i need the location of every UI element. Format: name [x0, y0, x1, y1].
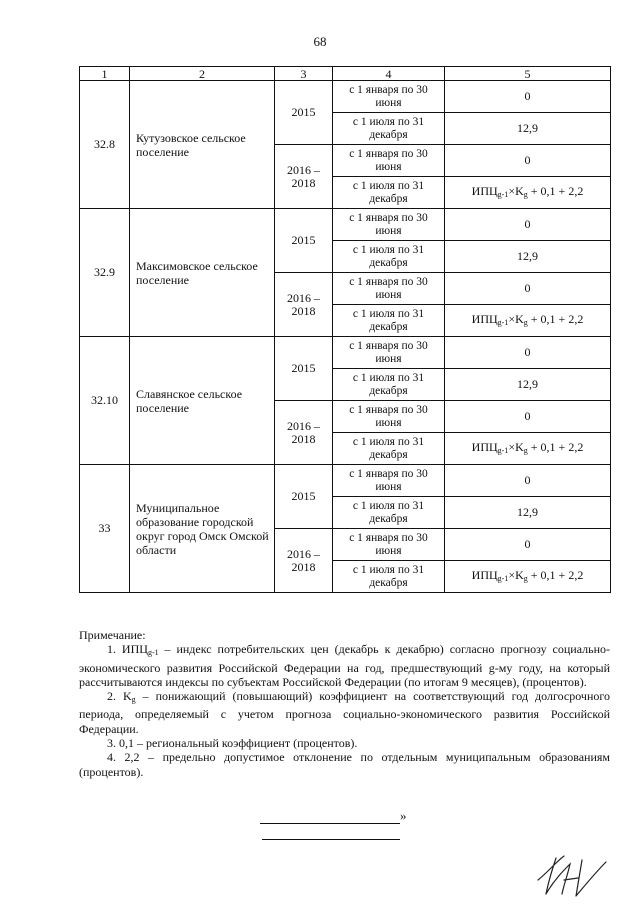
column-header: 1: [80, 67, 130, 81]
years-cell: 2015: [275, 465, 333, 529]
period-cell: с 1 июля по 31 декабря: [333, 497, 445, 529]
note-item: [79, 642, 610, 689]
period-cell: с 1 января по 30 июня: [333, 145, 445, 177]
years-cell: 2016 – 2018: [275, 529, 333, 593]
value-cell: 0: [445, 81, 611, 113]
formula-tail: + 0,1 + 2,2: [527, 567, 584, 582]
column-header: 4: [333, 67, 445, 81]
value-cell: 0: [445, 529, 611, 561]
period-cell: с 1 июля по 31 декабря: [333, 241, 445, 273]
formula-ipc: ИПЦ: [471, 183, 498, 198]
value-cell: 0: [445, 273, 611, 305]
formula-ipc-subscript: g-1: [497, 189, 509, 199]
note-item: [79, 736, 610, 750]
column-header: 3: [275, 67, 333, 81]
period-cell: с 1 января по 30 июня: [333, 337, 445, 369]
formula-ipc-subscript: g-1: [497, 445, 509, 455]
note-item: [79, 750, 610, 779]
note-prefix: 4. 2,2: [107, 750, 140, 765]
note-subscript: g-1: [147, 648, 159, 658]
period-cell: с 1 января по 30 июня: [333, 273, 445, 305]
value-cell: 0: [445, 209, 611, 241]
note-text: – индекс потребительских цен (декабрь к декабрю) согласно прогнозу социально-экономического развития Российской Федерации на год, предшествующий g-му году, на который рассчитываются индексы по субъектам Российской Федерации (по итогам 9 месяцев), (процентов).: [79, 642, 611, 689]
note-prefix: 1. ИПЦ: [107, 642, 148, 657]
formula-tail: + 0,1 + 2,2: [527, 311, 584, 326]
value-cell: 0: [445, 145, 611, 177]
row-code-cell: 32.9: [80, 209, 130, 337]
blank-line: [260, 811, 400, 824]
formula-tail: + 0,1 + 2,2: [527, 439, 584, 454]
closing-line: [260, 808, 407, 824]
formula-k-subscript: g: [523, 573, 528, 583]
row-code-cell: 32.10: [80, 337, 130, 465]
formula-cell: [445, 177, 611, 209]
formula-times: ×: [508, 567, 516, 582]
formula-ipc: ИПЦ: [471, 567, 498, 582]
notes-title: Примечание:: [79, 628, 146, 642]
formula-times: ×: [508, 311, 516, 326]
column-header: 2: [130, 67, 275, 81]
period-cell: с 1 июля по 31 декабря: [333, 369, 445, 401]
value-cell: 12,9: [445, 113, 611, 145]
formula-k: K: [515, 567, 524, 582]
value-cell: 0: [445, 337, 611, 369]
formula-ipc: ИПЦ: [471, 439, 498, 454]
period-cell: с 1 июля по 31 декабря: [333, 305, 445, 337]
notes-section: [79, 628, 610, 779]
row-code-cell: 33: [80, 465, 130, 593]
formula-times: ×: [508, 439, 516, 454]
period-cell: с 1 января по 30 июня: [333, 401, 445, 433]
separator-line: [262, 839, 400, 840]
formula-tail: + 0,1 + 2,2: [527, 183, 584, 198]
years-cell: 2015: [275, 209, 333, 273]
period-cell: с 1 января по 30 июня: [333, 81, 445, 113]
handwritten-signature: [534, 850, 614, 898]
note-prefix: 3. 0,1: [107, 736, 134, 751]
formula-k-subscript: g: [523, 189, 528, 199]
value-cell: 0: [445, 465, 611, 497]
note-text: – понижающий (повышающий) коэффициент на соответствующий год долгосрочного периода, определяемый с учетом прогноза социально-экономического развития Российской Федерации.: [79, 689, 610, 736]
formula-times: ×: [508, 183, 516, 198]
formula-ipc: ИПЦ: [471, 311, 498, 326]
formula-k: K: [515, 311, 524, 326]
note-prefix: 2. K: [107, 689, 132, 704]
value-cell: 12,9: [445, 497, 611, 529]
row-code-cell: 32.8: [80, 81, 130, 209]
table-row: [80, 337, 611, 369]
column-header: 5: [445, 67, 611, 81]
municipality-name-cell: Славянское сельское поселение: [130, 337, 275, 465]
municipality-name-cell: Максимовское сельское поселение: [130, 209, 275, 337]
period-cell: с 1 июля по 31 декабря: [333, 113, 445, 145]
municipality-name-cell: Муниципальное образование городской округ город Омск Омской области: [130, 465, 275, 593]
table-row: [80, 209, 611, 241]
period-cell: с 1 января по 30 июня: [333, 209, 445, 241]
period-cell: с 1 июля по 31 декабря: [333, 177, 445, 209]
formula-k-subscript: g: [523, 317, 528, 327]
note-subscript: g: [131, 695, 136, 705]
formula-k-subscript: g: [523, 445, 528, 455]
years-cell: 2015: [275, 81, 333, 145]
years-cell: 2016 – 2018: [275, 401, 333, 465]
value-cell: 12,9: [445, 241, 611, 273]
formula-cell: [445, 305, 611, 337]
period-cell: с 1 июля по 31 декабря: [333, 561, 445, 593]
table-header-row: [80, 67, 611, 81]
formula-cell: [445, 561, 611, 593]
period-cell: с 1 января по 30 июня: [333, 465, 445, 497]
note-text: – региональный коэффициент (процентов).: [134, 736, 358, 751]
value-cell: 0: [445, 401, 611, 433]
formula-k: K: [515, 439, 524, 454]
table-row: [80, 81, 611, 113]
formula-k: K: [515, 183, 524, 198]
years-cell: 2016 – 2018: [275, 145, 333, 209]
table-row: [80, 465, 611, 497]
municipality-name-cell: Кутузовское сельское поселение: [130, 81, 275, 209]
note-text: – предельно допустимое отклонение по отдельным муниципальным образованиям (процентов).: [79, 750, 611, 779]
tariff-table: [79, 66, 611, 593]
years-cell: 2015: [275, 337, 333, 401]
formula-ipc-subscript: g-1: [497, 573, 509, 583]
note-item: [79, 689, 610, 736]
period-cell: с 1 января по 30 июня: [333, 529, 445, 561]
formula-cell: [445, 433, 611, 465]
closing-quote: »: [400, 808, 407, 823]
value-cell: 12,9: [445, 369, 611, 401]
years-cell: 2016 – 2018: [275, 273, 333, 337]
formula-ipc-subscript: g-1: [497, 317, 509, 327]
notes-list: [79, 642, 610, 779]
period-cell: с 1 июля по 31 декабря: [333, 433, 445, 465]
page-number: 68: [313, 34, 327, 49]
